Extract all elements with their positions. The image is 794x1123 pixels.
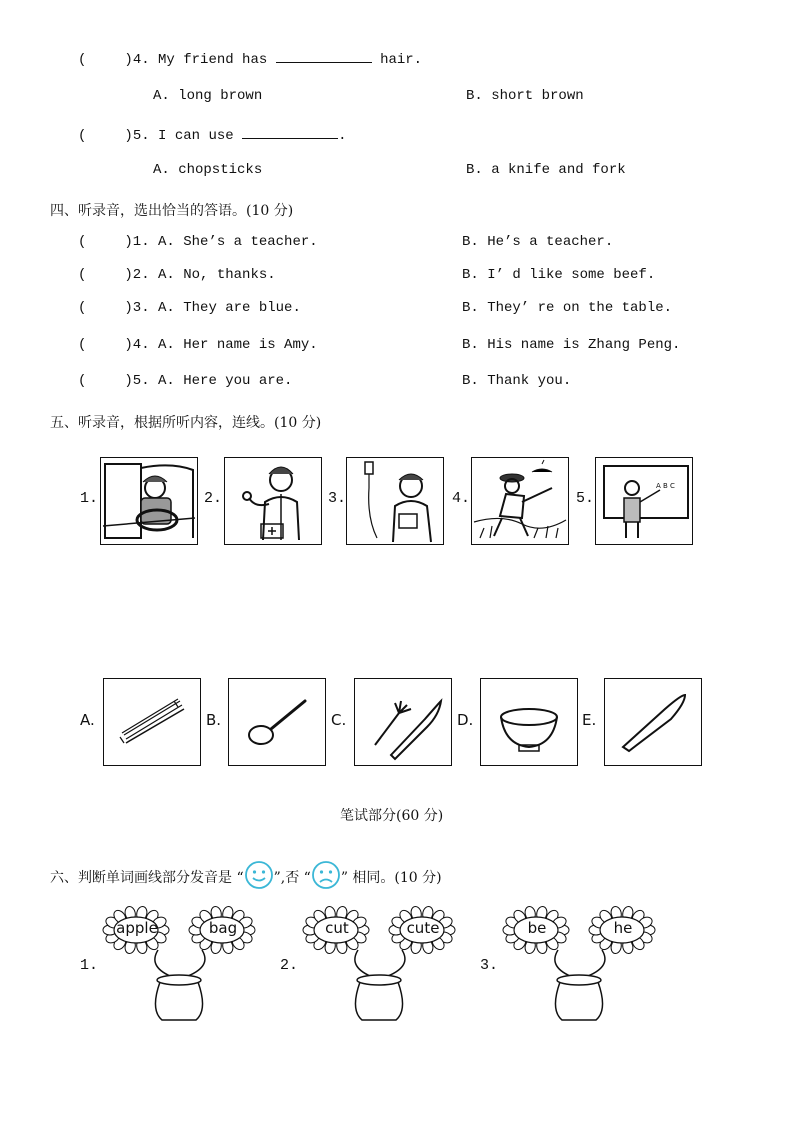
question-text-after: hair.	[380, 52, 423, 68]
match-label-a: A.	[80, 711, 95, 729]
word-left: be	[527, 919, 547, 937]
section-4-title: 四、听录音，选出恰当的答语。(10 分)	[50, 203, 294, 219]
written-part-heading: 笔试部分(60 分)	[340, 808, 444, 824]
word-left: cut	[325, 919, 349, 937]
answer-paren[interactable]: (	[78, 300, 87, 316]
option-b: B. Thank you.	[462, 373, 572, 389]
farmer-icon[interactable]	[471, 457, 569, 545]
bowl-icon[interactable]	[480, 678, 578, 766]
flower-group-label: 2.	[280, 957, 299, 974]
match-label-1: 1.	[80, 490, 99, 507]
chopsticks-icon[interactable]	[103, 678, 201, 766]
item-number: )2.	[124, 267, 150, 283]
match-label-4: 4.	[452, 490, 471, 507]
blackboard-text: A B C	[656, 482, 675, 490]
word-right: cute	[406, 919, 440, 937]
option-a: A. She’s a teacher.	[158, 234, 318, 250]
word-right: bag	[208, 919, 238, 937]
question-text-before: I can use	[158, 128, 234, 144]
option-b: B. short brown	[466, 88, 584, 104]
question-text-after: .	[338, 128, 347, 144]
question-3-5: ( )5. I can use .	[78, 128, 347, 144]
option-a: A. long brown	[153, 88, 263, 104]
option-b: B. His name is Zhang Peng.	[462, 337, 681, 353]
option-a: A. Her name is Amy.	[158, 337, 318, 353]
answer-blank[interactable]	[276, 50, 372, 63]
fork-knife-icon[interactable]	[354, 678, 452, 766]
option-b: B. They’ re on the table.	[462, 300, 673, 316]
item-number: )4.	[124, 337, 150, 353]
answer-paren[interactable]: (	[78, 373, 87, 389]
answer-blank[interactable]	[242, 126, 338, 139]
answer-paren[interactable]: (	[78, 267, 87, 283]
doctor-icon[interactable]	[224, 457, 322, 545]
listening-item	[78, 234, 318, 250]
item-number: )3.	[124, 300, 150, 316]
teacher-icon[interactable]	[595, 457, 693, 545]
match-label-3: 3.	[328, 490, 347, 507]
section-5-title: 五、听录音，根据所听内容，连线。(10 分)	[50, 415, 322, 431]
match-label-c: C.	[331, 711, 347, 729]
spoon-icon[interactable]	[228, 678, 326, 766]
option-b: B. I’ d like some beef.	[462, 267, 656, 283]
nurse-icon[interactable]	[346, 457, 444, 545]
match-label-d: D.	[457, 711, 474, 729]
word-right: he	[613, 919, 633, 937]
match-label-2: 2.	[204, 490, 223, 507]
answer-paren[interactable]: (	[78, 234, 87, 250]
flower-group-label: 1.	[80, 957, 99, 974]
match-label-b: B.	[206, 711, 222, 729]
smile-face-icon	[244, 860, 274, 890]
item-number: )1.	[124, 234, 150, 250]
knife-icon[interactable]	[604, 678, 702, 766]
option-a: A. No, thanks.	[158, 267, 276, 283]
flower-group-label: 3.	[480, 957, 499, 974]
answer-paren[interactable]: (	[78, 337, 87, 353]
option-b: B. a knife and fork	[466, 162, 626, 178]
option-a: A. They are blue.	[158, 300, 301, 316]
word-left: apple	[116, 919, 158, 937]
listening-item	[78, 267, 276, 283]
listening-item	[78, 300, 301, 316]
question-3-4: ( )4. My friend has hair.	[78, 52, 423, 68]
item-number: )5.	[124, 373, 150, 389]
question-text-before: My friend has	[158, 52, 268, 68]
listening-item	[78, 337, 318, 353]
section-6-title: 六、判断单词画线部分发音是 “ ”,否 “ ” 相同。(10 分)	[50, 860, 442, 890]
option-a: A. chopsticks	[153, 162, 263, 178]
match-label-5: 5.	[576, 490, 595, 507]
match-label-e: E.	[582, 711, 597, 729]
option-b: B. He’s a teacher.	[462, 234, 614, 250]
listening-item	[78, 373, 292, 389]
sad-face-icon	[311, 860, 341, 890]
option-a: A. Here you are.	[158, 373, 293, 389]
driver-icon[interactable]	[100, 457, 198, 545]
